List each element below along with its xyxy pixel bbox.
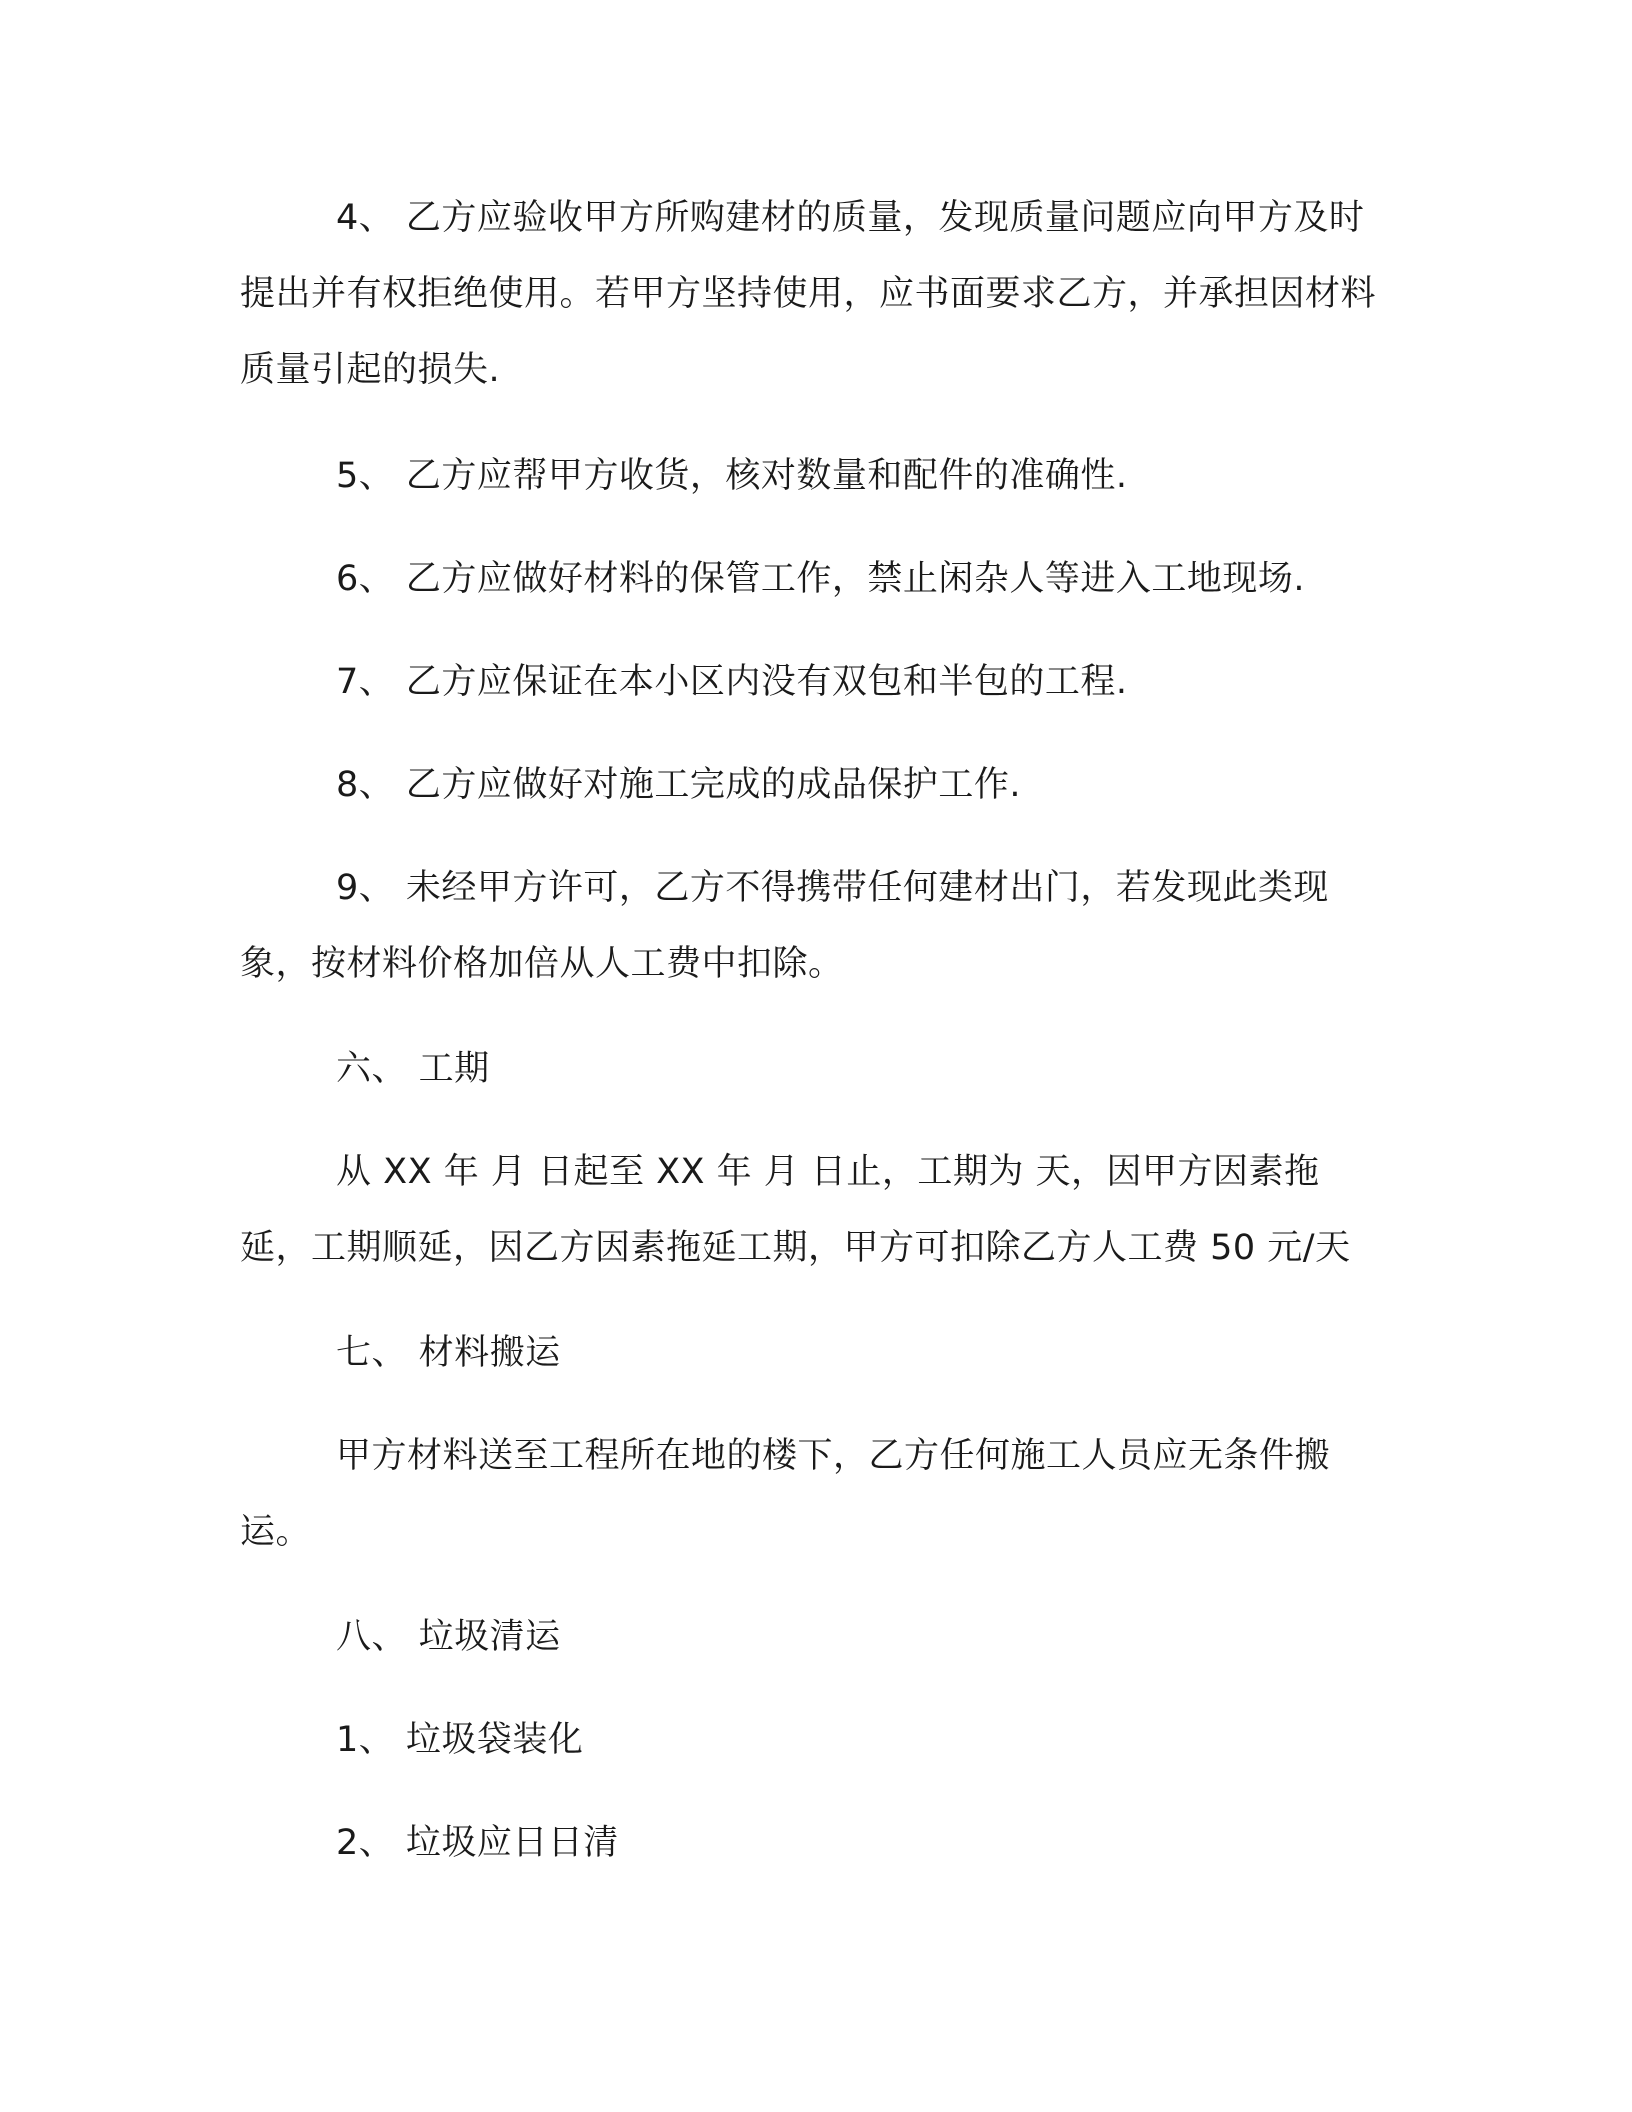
clause-5: 5、 乙方应帮甲方收货，核对数量和配件的准确性. (336, 456, 1128, 496)
trash-item-1: 1、 垃圾袋装化 (336, 1720, 584, 1760)
section-heading-schedule: 六、 工期 (336, 1049, 490, 1089)
clause-9: 9、 未经甲方许可，乙方不得携带任何建材出门，若发现此类现象，按材料价格加倍从人工费中扣除。 (240, 868, 1329, 984)
transport-paragraph: 甲方材料送至工程所在地的楼下，乙方任何施工人员应无条件搬运。 (240, 1436, 1331, 1552)
trash-item-2: 2、 垃圾应日日清 (336, 1823, 619, 1863)
clause-6: 6、 乙方应做好材料的保管工作，禁止闲杂人等进入工地现场. (336, 559, 1306, 599)
clause-7: 7、 乙方应保证在本小区内没有双包和半包的工程. (336, 662, 1128, 702)
clause-4: 4、 乙方应验收甲方所购建材的质量，发现质量问题应向甲方及时提出并有权拒绝使用。若甲方坚持使用，应书面要求乙方，并承担因材料质量引起的损失. (240, 198, 1377, 390)
section-heading-transport: 七、 材料搬运 (336, 1333, 561, 1373)
clause-8: 8、 乙方应做好对施工完成的成品保护工作. (336, 765, 1022, 805)
schedule-paragraph: 从 XX 年 月 日起至 XX 年 月 日止，工期为 天，因甲方因素拖延，工期顺延，因乙方因素拖延工期，甲方可扣除乙方人工费 50 元/天 (240, 1152, 1351, 1268)
section-heading-trash: 八、 垃圾清运 (336, 1617, 561, 1657)
